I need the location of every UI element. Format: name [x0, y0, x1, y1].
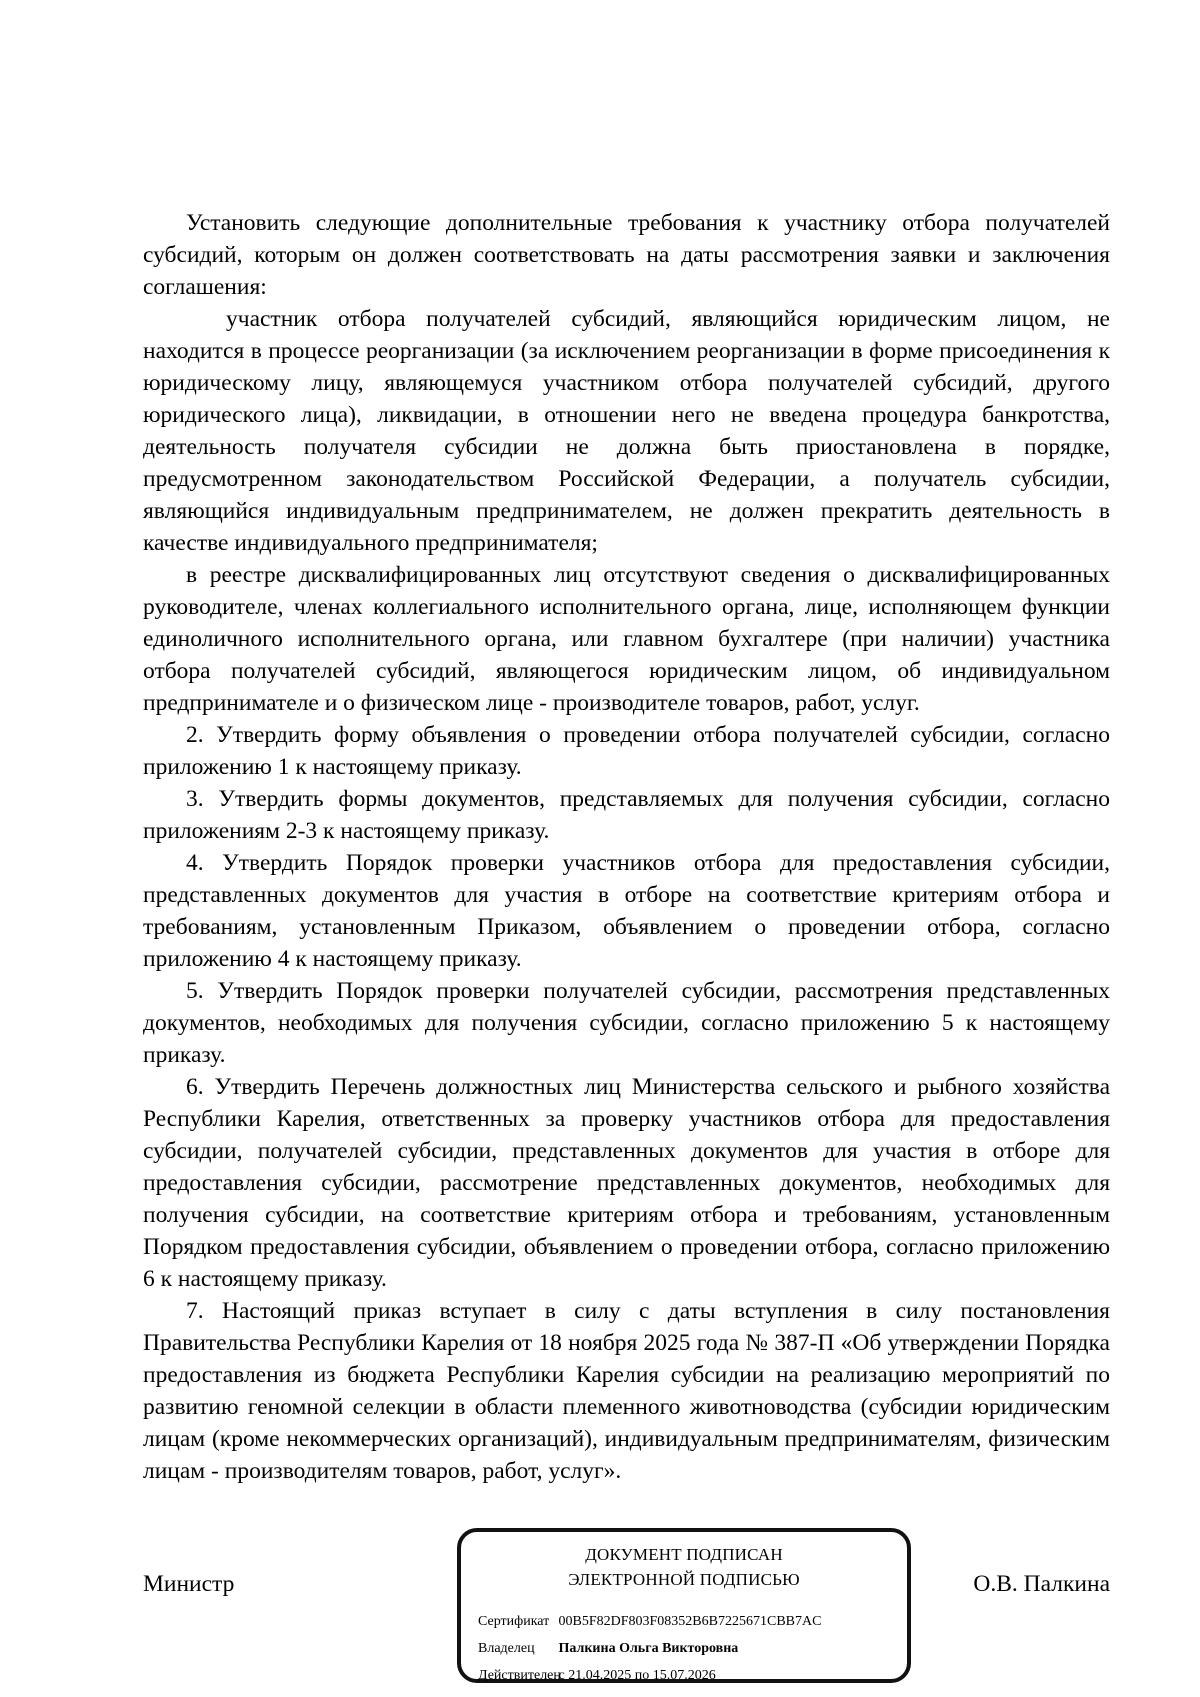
stamp-cert-label: Сертификат: [478, 1614, 550, 1629]
document-body: [143, 207, 1110, 1487]
stamp-cert-value: 00B5F82DF803F08352B6B7225671CBB7AC: [558, 1614, 822, 1629]
paragraph: 3. Утвердить формы документов, представляемых для получения субсидии, согласно приложениям 2-3 к настоящему приказу.: [143, 786, 1110, 844]
paragraph: 4. Утвердить Порядок проверки участников отбора для предоставления субсидии, представленных документов для участия в отборе на соответствие критериям отбора и требованиям, установленным Приказом, объявлением о проведении отбора, согласно приложению 4 к настоящему приказу.: [143, 850, 1110, 972]
stamp-owner-row: [478, 1635, 821, 1662]
paragraph: Установить следующие дополнительные требования к участнику отбора получателей субсидий, которым он должен соответствовать на даты рассмотрения заявки и заключения соглашения:: [143, 210, 1110, 300]
stamp-valid-value: с 21.04.2025 по 15.07.2026: [558, 1668, 716, 1683]
stamp-owner-value: Палкина Ольга Викторовна: [558, 1641, 739, 1656]
stamp-header: [461, 1542, 907, 1592]
paragraph: участник отбора получателей субсидий, являющийся юридическим лицом, не находится в процессе реорганизации (за исключением реорганизации в форме присоединения к юридическому лицу, являющемуся участником отбора получателей субсидий, другого юридического лица), ликвидации, в отношении него не введена процедура банкротства, деятельность получателя субсидии не должна быть приостановлена в порядке, предусмотренном законодательством Российской Федерации, а получатель субсидии, являющийся индивидуальным предпринимателем, не должен прекратить деятельность в качестве индивидуального предпринимателя;: [143, 306, 1110, 556]
paragraph: 2. Утвердить форму объявления о проведении отбора получателей субсидии, согласно приложению 1 к настоящему приказу.: [143, 722, 1110, 780]
paragraph: в реестре дисквалифицированных лиц отсутствуют сведения о дисквалифицированных руководителе, членах коллегиального исполнительного органа, лице, исполняющем функции единоличного исполнительного органа, или главном бухгалтере (при наличии) участника отбора получателей субсидий, являющегося юридическим лицом, об индивидуальном предпринимателе и о физическом лице - производителе товаров, работ, услуг.: [143, 562, 1110, 716]
paragraph: 5. Утвердить Порядок проверки получателей субсидии, рассмотрения представленных документов, необходимых для получения субсидии, согласно приложению 5 к настоящему приказу.: [143, 978, 1110, 1068]
stamp-valid-label: Действителен: [478, 1668, 561, 1683]
electronic-signature-stamp: [457, 1528, 911, 1683]
signer-name: О.В. Палкина: [973, 1571, 1110, 1597]
paragraph: 6. Утвердить Перечень должностных лиц Министерства сельского и рыбного хозяйства Республики Карелия, ответственных за проверку участников отбора для предоставления субсидии, получателей субсидии, представленных документов для участия в отборе для предоставления субсидии, рассмотрение представленных документов, необходимых для получения субсидии, на соответствие критериям отбора и требованиям, установленным Порядком предоставления субсидии, объявлением о проведении отбора, согласно приложению 6 к настоящему приказу.: [143, 1074, 1110, 1292]
stamp-cert-row: [478, 1608, 821, 1635]
paragraph: 7. Настоящий приказ вступает в силу с даты вступления в силу постановления Правительства Республики Карелия от 18 ноября 2025 года № 387-П «Об утверждении Порядка предоставления из бюджета Республики Карелия субсидии на реализацию мероприятий по развитию геномной селекции в области племенного животноводства (субсидии юридическим лицам (кроме некоммерческих организаций), индивидуальным предпринимателям, физическим лицам - производителям товаров, работ, услуг».: [143, 1298, 1110, 1484]
stamp-details: [478, 1608, 821, 1689]
stamp-owner-label: Владелец: [478, 1641, 535, 1656]
stamp-title-line1: ДОКУМЕНТ ПОДПИСАН: [585, 1545, 783, 1564]
stamp-title-line2: ЭЛЕКТРОННОЙ ПОДПИСЬЮ: [568, 1570, 800, 1589]
signer-position: Министр: [143, 1571, 235, 1597]
stamp-valid-row: [478, 1662, 821, 1689]
